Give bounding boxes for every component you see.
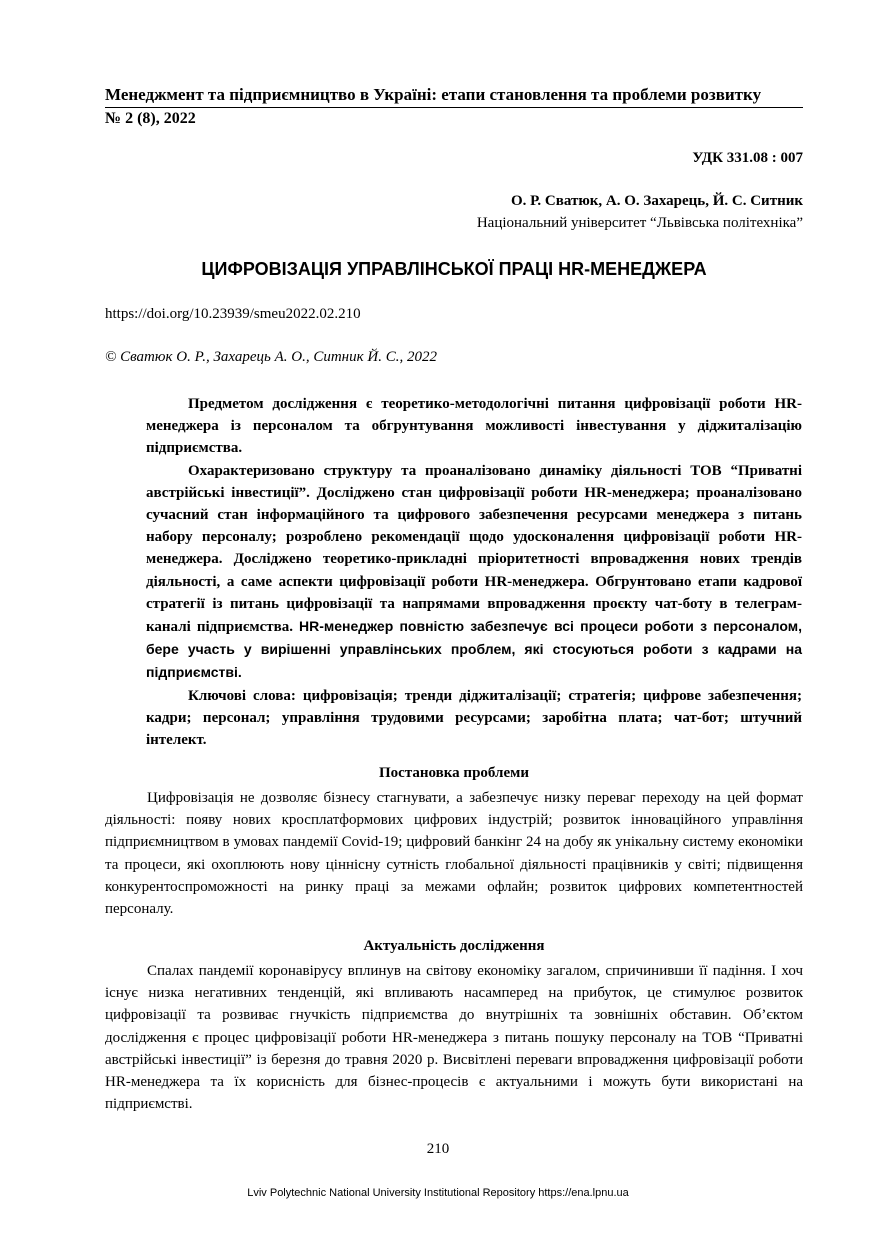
section-heading-relevance: Актуальність дослідження — [363, 938, 545, 954]
article-title: ЦИФРОВІЗАЦІЯ УПРАВЛІНСЬКОЇ ПРАЦІ HR-МЕНЕДЖЕРА — [201, 259, 707, 279]
abstract-summary — [146, 460, 802, 685]
authors: О. Р. Сватюк, А. О. Захарець, Й. С. Ситник — [510, 193, 803, 209]
section-paragraph: Спалах пандемії коронавірусу вплинув на світову економіку загалом, спричинивши її падіння. І хоч існує низка негативних тенденцій, які впливають насамперед на прибуток, це стимулює розвиток цифровізації та розвиває гнучкість підприємства до внутрішніх та зовнішніх обставин. Об’єктом дослідження є процес цифровізації роботи HR-менеджера з питань пошуку персоналу на ТОВ “Приватні австрійські інвестиції” із березня до травня 2020 р. Висвітлені переваги впровадження цифровізації роботи HR-менеджера та їх корисність для бізнес-процесів є актуальними і можуть бути використані на підприємстві. — [105, 963, 803, 1113]
abstract-summary-main: Охарактеризовано структуру та проаналізовано динаміку діяльності ТОВ “Приватні австрійські інвестиції”. Досліджено стан цифровізації роботи HR-менеджера; проаналізовано сучасний стан інформаційного та цифрового забезпечення ресурсами менеджера з питань набору персоналу; розроблено рекомендації щодо удосконалення цифровізації роботи HR-менеджера. Досліджено теоретико-прикладні пріоритетності впровадження нових трендів діяльності, а саме аспекти цифровізації роботи HR-менеджера. Обгрунтовано етапи кадрової стратегії із питань цифровізації та напрямами впровадження проєкту чат-боту в телеграм-каналі підприємства. — [146, 462, 802, 636]
doi-link[interactable]: https://doi.org/10.23939/smeu2022.02.210 — [105, 306, 361, 322]
copyright: © Сватюк О. Р., Захарець А. О., Ситник Й. С., 2022 — [105, 349, 437, 365]
udc-code: УДК 331.08 : 007 — [692, 150, 803, 166]
affiliation: Національний університет “Львівська політехніка” — [476, 215, 803, 231]
abstract-subject: Предметом дослідження є теоретико-методологічні питання цифровізації роботи HR-менеджера із персоналом та обгрунтування можливості інвестування у діджиталізацію підприємства. — [146, 396, 802, 457]
section-body-problem — [105, 787, 803, 920]
journal-title: Менеджмент та підприємництво в Україні: етапи становлення та проблеми розвитку — [105, 84, 803, 108]
section-heading-problem: Постановка проблеми — [379, 765, 529, 781]
abstract — [146, 393, 802, 751]
section-body-relevance — [105, 960, 803, 1115]
page-number: 210 — [426, 1141, 450, 1157]
section-paragraph: Цифровізація не дозволяє бізнесу стагнувати, а забезпечує низку переваг переходу на цей формат діяльності: появу нових кросплатформових цифрових індустрій; розвиток інноваційного управління підприємництвом в умовах пандемії Covid-19; цифровий банкінг 24 на добу як унікальну систему економіки та процеси, які охоплюють нову ціннісну сутність глобальної діяльності працівників у світі; підвищення конкурентоспроможності на ринку праці за межами офлайн; розвиток цифрових компетентностей персоналу. — [105, 790, 803, 918]
journal-issue: № 2 (8), 2022 — [105, 110, 196, 127]
keywords: Ключові слова: цифровізація; тренди діджиталізації; стратегія; цифрове забезпечення; кадри; персонал; управління трудовими ресурсами; заробітна плата; чат-бот; штучний інтелект. — [146, 687, 802, 749]
abstract-summary-emphasis: HR-менеджер повністю забезпечує всі процеси роботи з персоналом, бере участь у вирішенні управлінських проблем, які стосуються роботи з кадрами на підприємстві. — [146, 618, 802, 681]
repository-footer: Lviv Polytechnic National University Institutional Repository https://ena.lpnu.ua — [247, 1187, 629, 1199]
